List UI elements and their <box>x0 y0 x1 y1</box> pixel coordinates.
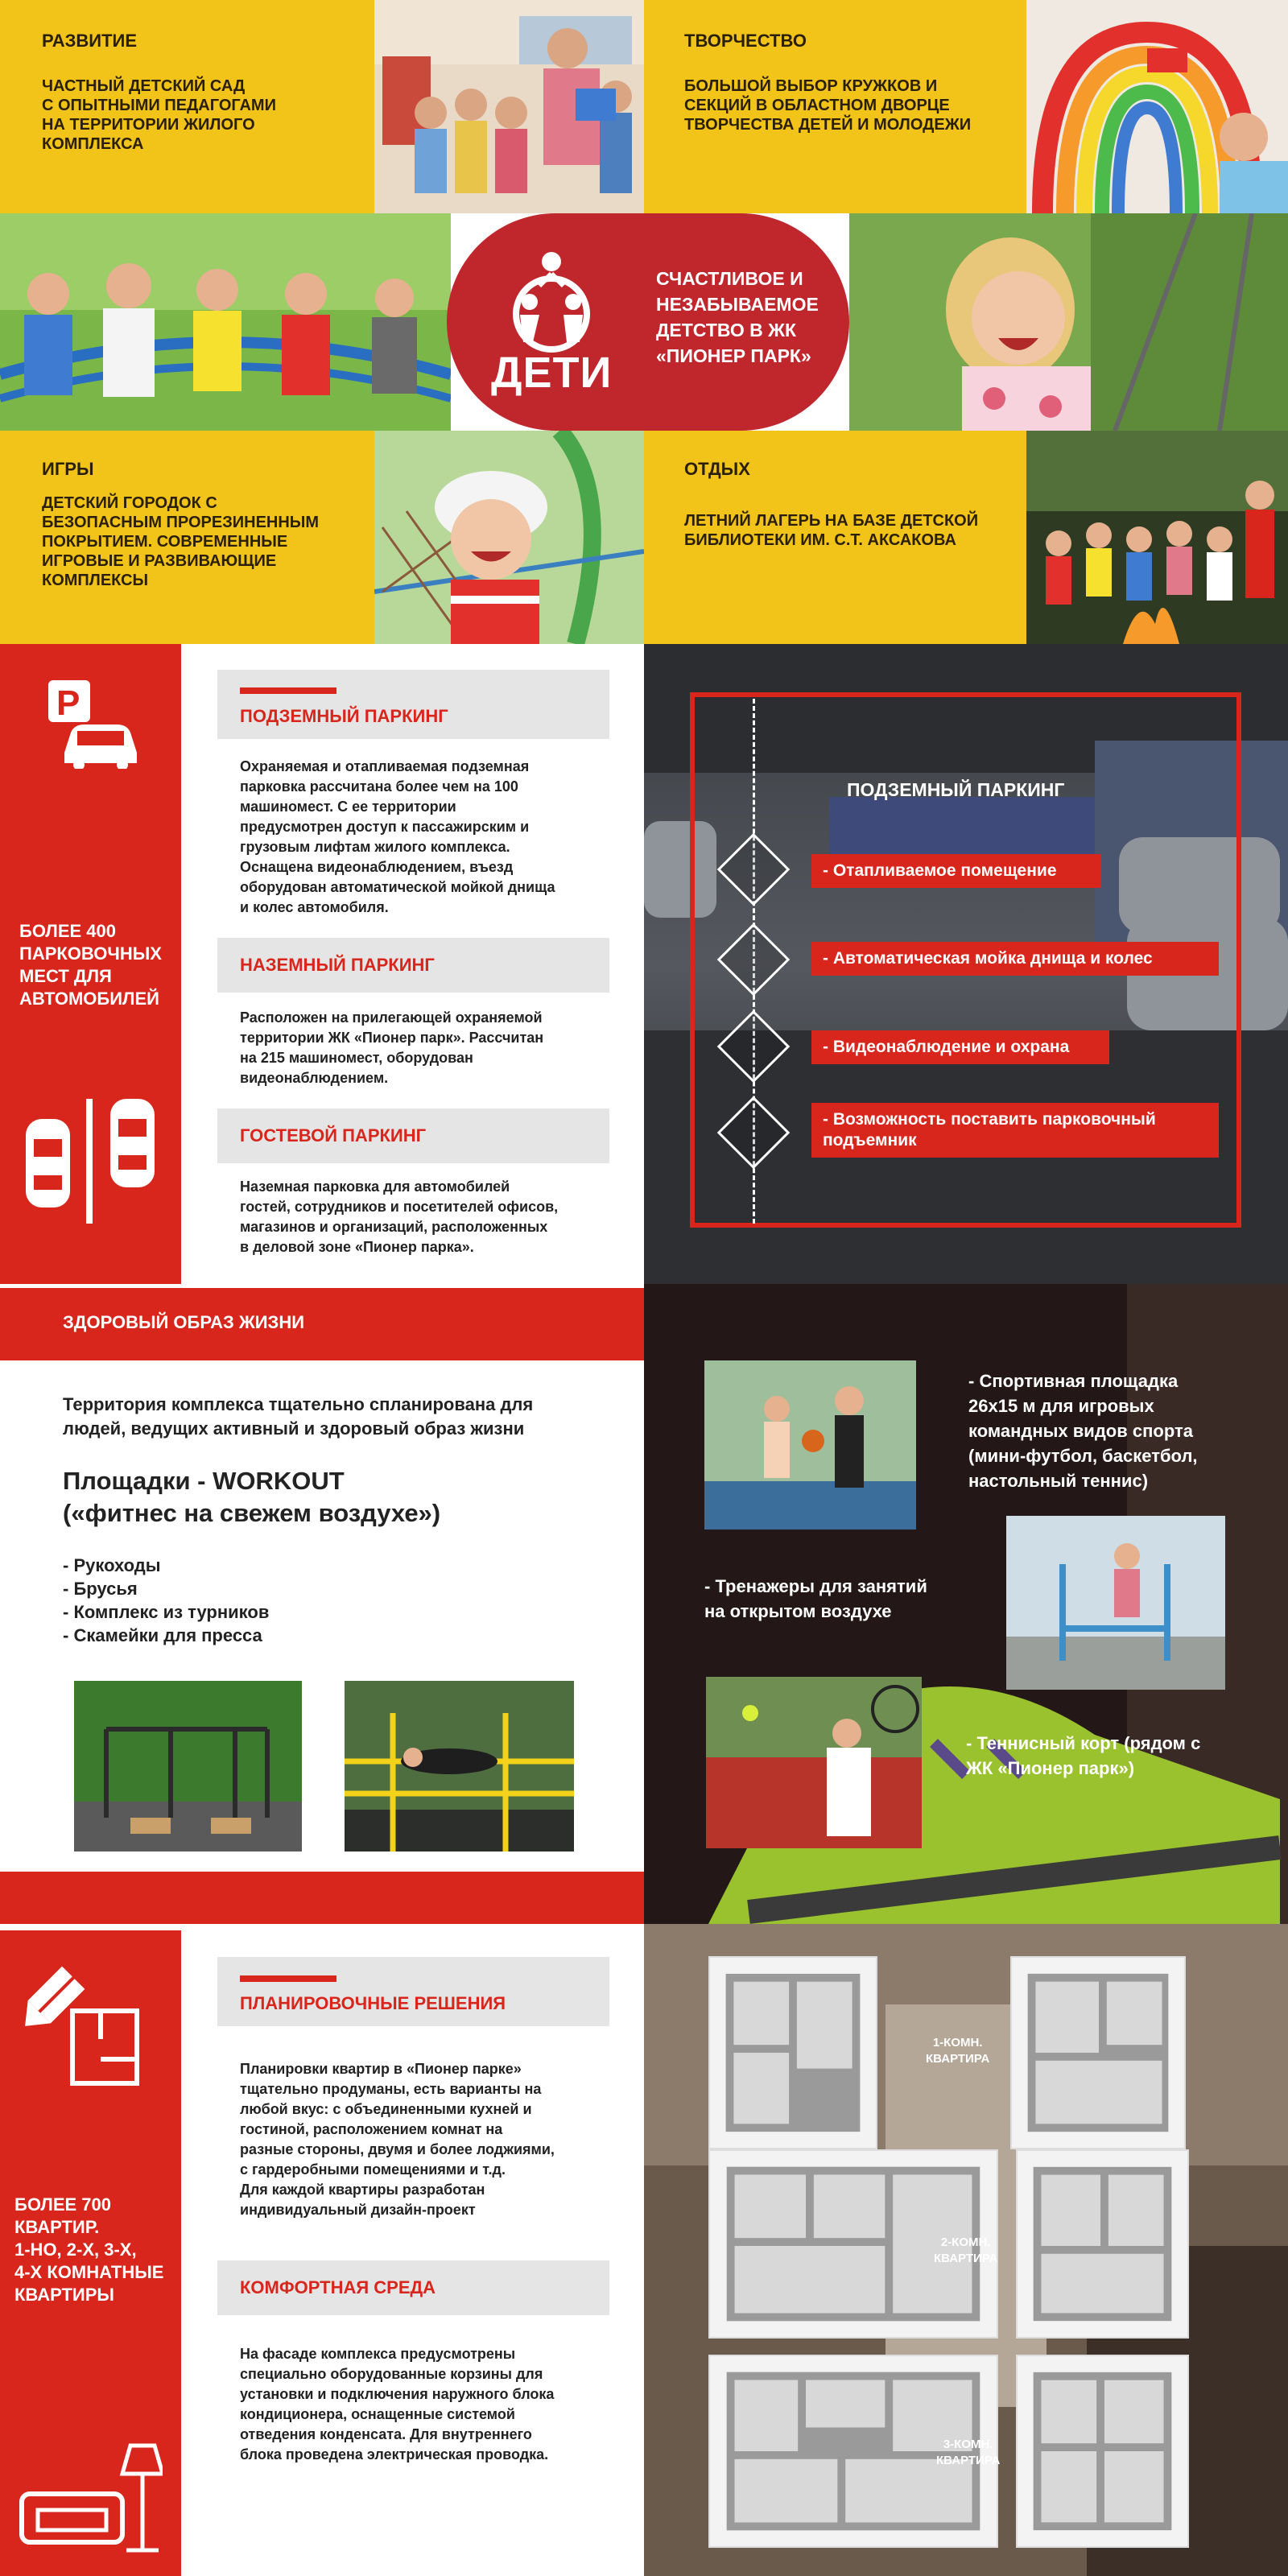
painting-photo <box>1026 0 1288 213</box>
photo-parking-title: ПОДЗЕМНЫЙ ПАРКИНГ <box>847 779 1065 800</box>
rest-panel <box>644 431 1026 644</box>
playground-child-photo <box>374 431 644 644</box>
kids-title: ДЕТИ <box>491 349 613 397</box>
planning-side-panel <box>0 1930 181 2576</box>
ground-title: НАЗЕМНЫЙ ПАРКИНГ <box>240 955 435 975</box>
comfort-title: КОМФОРТНАЯ СРЕДА <box>240 2277 436 2297</box>
parking-side-panel <box>0 644 181 1284</box>
swing-girl-photo <box>849 213 1288 431</box>
workout-man-photo <box>345 1681 574 1852</box>
kindergarten-photo <box>374 0 644 213</box>
rest-text: ЛЕТНИЙ ЛАГЕРЬ НА БАЗЕ ДЕТСКОЙ БИБЛИОТЕКИ ИМ. С.Т. АКСАКОВА <box>684 512 979 549</box>
guest-text: Наземная парковка для автомобилей гостей, сотрудников и посетителей офисов, магазинов и организаций, расположенных в деловой зоне «Пионер парка». <box>240 1179 559 1255</box>
rest-title: ОТДЫХ <box>684 459 750 479</box>
parking-count: БОЛЕЕ 400 ПАРКОВОЧНЫХ МЕСТ ДЛЯ АВТОМОБИЛЕЙ <box>19 921 162 1009</box>
plan-3room-b[interactable] <box>1016 2355 1189 2548</box>
underground-header <box>217 670 609 739</box>
health-header <box>0 1288 644 1360</box>
outdoor-trainer-photo <box>1006 1516 1225 1690</box>
workout-park-photo <box>74 1681 302 1852</box>
games-panel <box>0 431 374 644</box>
solutions-text: Планировки квартир в «Пионер парке» тщательно продуманы, есть варианты на любой вкус: с объединенными кухней и гостиной, расположением комнат на разные стороны, двумя и более лоджиями, с гардеробными помещениями и т.д. Для каждой квартиры разработан индивидуальный дизайн-проект <box>240 2061 555 2218</box>
plan-1room-a[interactable] <box>708 1956 877 2149</box>
sport-ground-text: - Спортивная площадка 26х15 м для игровых командных видов спорта (мини-футбол, баскетбол, настольный теннис) <box>968 1371 1198 1491</box>
workout-title: Площадки - WORKOUT («фитнес на свежем воздухе») <box>63 1467 441 1527</box>
tennis-photo <box>706 1677 922 1848</box>
kids-playground-photo <box>0 213 451 431</box>
feature-heating: - Отапливаемое помещение <box>811 854 1101 888</box>
feature-surveillance: - Видеонаблюдение и охрана <box>811 1030 1109 1064</box>
kids-slogan: СЧАСТЛИВОЕ И НЕЗАБЫВАЕМОЕ ДЕТСТВО В ЖК «ПИОНЕР ПАРК» <box>656 268 819 366</box>
trainers-text: - Тренажеры для занятий на открытом воздухе <box>704 1576 927 1621</box>
feature-car-wash: - Автоматическая мойка днища и колес <box>811 942 1219 976</box>
creativity-title: ТВОРЧЕСТВО <box>684 31 807 51</box>
plan-1room-b[interactable] <box>1010 1956 1186 2149</box>
plan-2room-b[interactable] <box>1016 2149 1189 2339</box>
apartments-count: БОЛЕЕ 700 КВАРТИР. 1-НО, 2-Х, 3-Х, 4-Х КОМНАТНЫЕ КВАРТИРЫ <box>14 2194 164 2305</box>
underground-title: ПОДЗЕМНЫЙ ПАРКИНГ <box>240 706 448 726</box>
development-panel <box>0 0 374 213</box>
development-text: ЧАСТНЫЙ ДЕТСКИЙ САД С ОПЫТНЫМИ ПЕДАГОГАМИ НА ТЕРРИТОРИИ ЖИЛОГО КОМПЛЕКСА <box>42 77 276 153</box>
svg-text:P: P <box>56 683 80 723</box>
ground-text: Расположен на прилегающей охраняемой территории ЖК «Пионер парк». Рассчитан на 215 машиномест, оборудован видеонаблюдением. <box>240 1009 544 1086</box>
games-title: ИГРЫ <box>42 459 94 479</box>
creativity-panel <box>644 0 1026 213</box>
label-2room: 2-КОМН. КВАРТИРА <box>934 2235 998 2265</box>
label-3room: 3-КОМН. КВАРТИРА <box>936 2438 1001 2467</box>
health-title: ЗДОРОВЫЙ ОБРАЗ ЖИЗНИ <box>63 1312 305 1332</box>
games-text: ДЕТСКИЙ ГОРОДОК С БЕЗОПАСНЫМ ПРОРЕЗИНЕННЫМ ПОКРЫТИЕМ. СОВРЕМЕННЫЕ ИГРОВЫЕ И РАЗВИВАЮЩИЕ КОМПЛЕКСЫ <box>42 494 320 589</box>
underground-text: Охраняемая и отапливаемая подземная парковка рассчитана более чем на 100 машиномест. С ее территории предусмотрен доступ к пассажирским и грузовым лифтам жилого комплекса. Оснащена видеонаблюдением, въезд оборудован автоматической мойкой днища и колес автомобиля. <box>240 758 555 915</box>
guest-title: ГОСТЕВОЙ ПАРКИНГ <box>240 1125 427 1146</box>
tennis-text: - Теннисный корт (рядом с ЖК «Пионер парк») <box>966 1733 1201 1778</box>
health-footer-bar <box>0 1872 644 1924</box>
basketball-photo <box>704 1360 916 1530</box>
parked-cars-icon <box>18 1095 171 1236</box>
solutions-header <box>217 1957 609 2026</box>
workout-list: - Рукоходы - Брусья - Комплекс из турников - Скамейки для пресса <box>63 1555 270 1645</box>
feature-lift: - Возможность поставить парковочный подъемник <box>811 1103 1219 1158</box>
label-1room: 1-КОМН. КВАРТИРА <box>926 2036 990 2066</box>
parking-car-icon <box>40 676 145 773</box>
floorplan-icon <box>24 1963 153 2103</box>
comfort-text: На фасаде комплекса предусмотрены специально оборудованные корзины для установки и подключения наружного блока кондиционера, оснащенные системой отведения конденсата. Для внутреннего блока проведена электрическая проводка. <box>240 2346 555 2462</box>
sofa-lamp-icon <box>18 2438 163 2562</box>
development-title: РАЗВИТИЕ <box>42 31 138 51</box>
creativity-text: БОЛЬШОЙ ВЫБОР КРУЖКОВ И СЕКЦИЙ В ОБЛАСТНОМ ДВОРЦЕ ТВОРЧЕСТВА ДЕТЕЙ И МОЛОДЕЖИ <box>684 77 972 134</box>
campfire-photo <box>1026 431 1288 644</box>
health-intro: Территория комплекса тщательно спланирована для людей, ведущих активный и здоровый образ жизни <box>63 1394 534 1439</box>
solutions-title: ПЛАНИРОВОЧНЫЕ РЕШЕНИЯ <box>240 1993 506 2013</box>
